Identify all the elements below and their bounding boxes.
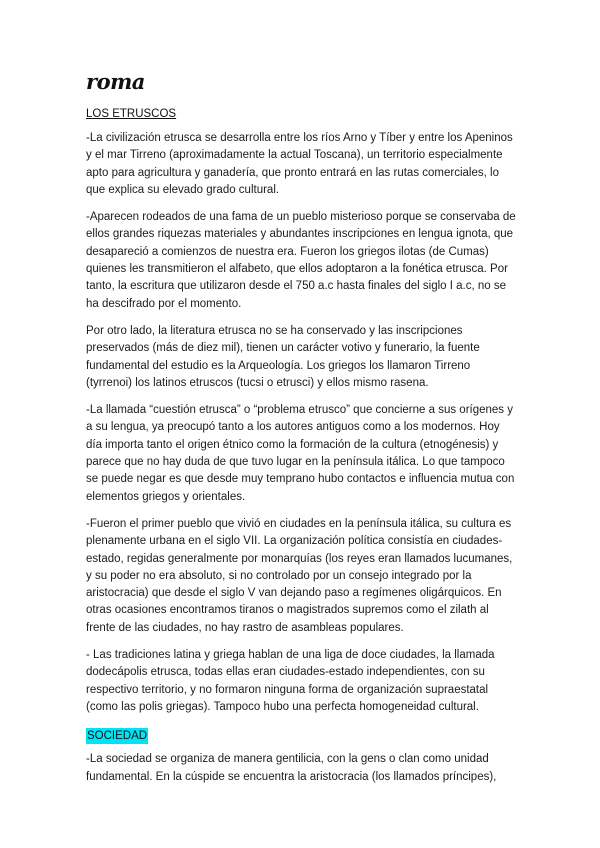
section-heading-sociedad-wrapper bbox=[86, 726, 518, 751]
paragraph: -La llamada “cuestión etrusca” o “problema etrusco” que concierne a sus orígenes y a su lengua, ya preocupó tanto a los autores antiguos como a los modernos. Hoy día importa tanto el origen étnico como la formación de la cultura (etnogénesis) y parece que no hay duda de que tuvo lugar en la península itálica. Lo que tampoco se puede negar es que desde muy temprano hubo contactos e influencia mutua con elementos griegos y orientales. bbox=[86, 404, 515, 503]
section-heading-sociedad: SOCIEDAD bbox=[87, 730, 148, 743]
paragraph: -Aparecen rodeados de una fama de un pueblo misterioso porque se conservaba de ellos grandes riquezas materiales y abundantes inscripciones en lengua ignota, que desapareció a comienzos de nuestra era. Fueron los griegos ilotas (de Cumas) quienes les transmitieron el alfabeto, que ellos adoptaron a la fonética etrusca. Por tanto, la escritura que utilizaron desde el 750 a.c hasta finales del siglo I a.c, no se ha descifrado por el momento. bbox=[86, 211, 516, 310]
paragraph: -La civilización etrusca se desarrolla entre los ríos Arno y Tíber y entre los Apeninos y el mar Tirreno (aproximadamente la actual Toscana), un territorio especialmente apto para agricultura y ganadería, que pronto entrará en las rutas comerciales, lo que explica su elevado grado cultural. bbox=[86, 132, 513, 196]
paragraph: -La sociedad se organiza de manera gentilicia, con la gens o clan como unidad fundamental. En la cúspide se encuentra la aristocracia (los llamados príncipes), bbox=[86, 753, 497, 783]
section-heading-etruscos: LOS ETRUSCOS bbox=[86, 108, 177, 120]
paragraph: Por otro lado, la literatura etrusca no se ha conservado y las inscripciones preservados (más de diez mil), tienen un carácter votivo y funerario, la fuente fundamental del estudio es la Arqueología. Los griegos los llamaron Tirreno (tyrrenoi) los latinos etruscos (tucsi o etrusci) y ellos mismo rasena. bbox=[86, 324, 480, 389]
document-page bbox=[86, 68, 518, 796]
paragraph: -Fueron el primer pueblo que vivió en ciudades en la península itálica, su cultura es plenamente urbana en el siglo VII. La organización política consistía en ciudades-estado, regidas generalmente por monarquías (los reyes eran llamados lucumanes, y su poder no era absoluto, si no controlado por un consejo integrado por la aristocracia) que desde el siglo V van dejando paso a regímenes oligárquicos. En otras ocasiones encontramos tiranos o magistrados supremos como el zilath al frente de las ciudades, no hay rastro de asambleas populares. bbox=[86, 517, 513, 634]
document-title: roma bbox=[86, 69, 145, 94]
paragraph: - Las tradiciones latina y griega hablan de una liga de doce ciudades, la llamada dodecápolis etrusca, todas ellas eran ciudades-estado independientes, con su respectivo territorio, y no formaron ninguna forma de organización supraestatal (como las polis griegas). Tampoco hubo una perfecta homogeneidad cultural. bbox=[86, 649, 495, 713]
